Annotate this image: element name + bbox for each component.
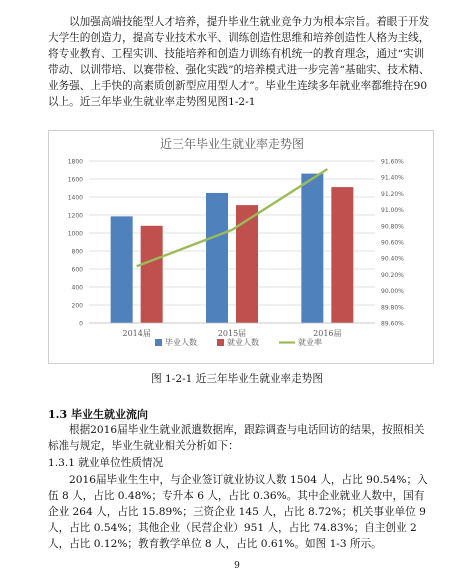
- y-left-tick-label: 1800: [67, 158, 83, 166]
- y-right-tick-label: 90.20%: [381, 271, 404, 279]
- page-number: 9: [234, 561, 240, 571]
- intro-paragraph: 以加强高端技能型人才培养，提升毕业生就业竞争力为根本宗旨。着眼于开发大学生的创造力，提高专业技术水平、训练创造性思维和培养创造性人格为主线，将专业教育、工程实训、技能培养和创造力训练有机统一的教育理念，通过“实训带动、以训带培、以赛带检、强化实践”的培养模式进一步完善“基础实、技术精、业务强、上手快的高素质创新型应用型人才”。毕业生连续多年就业率都维持在90以上。近三年毕业生就业率走势图见图1-2-1: [48, 16, 430, 108]
- chart-title: 近三年毕业生就业率走势图: [159, 137, 305, 151]
- y-left-tick-label: 800: [71, 248, 83, 256]
- y-left-tick-label: 400: [71, 284, 83, 292]
- x-tick-label: 2014届: [122, 329, 151, 338]
- x-tick-label: 2015届: [217, 329, 247, 338]
- y-left-tick-label: 600: [71, 266, 83, 274]
- bar: [236, 205, 258, 323]
- y-right-tick-label: 91.20%: [381, 190, 404, 198]
- y-right-tick-label: 90.00%: [381, 288, 404, 296]
- bar: [141, 226, 163, 323]
- chart-container: [48, 130, 434, 364]
- legend-label: 就业人数: [227, 338, 259, 347]
- bar: [331, 187, 353, 323]
- legend-label: 就业率: [298, 338, 322, 347]
- section-heading: 1.3 毕业生就业流向: [48, 408, 148, 421]
- subsection-heading: 1.3.1 就业单位性质情况: [48, 457, 164, 469]
- y-left-tick-label: 0: [79, 320, 83, 328]
- y-right-tick-label: 90.80%: [381, 223, 404, 231]
- y-right-tick-label: 90.60%: [381, 239, 404, 247]
- legend-swatch: [217, 339, 224, 346]
- y-right-tick-label: 90.40%: [381, 255, 404, 263]
- legend-swatch: [155, 339, 162, 346]
- legend-label: 毕业人数: [165, 338, 197, 347]
- subsection-paragraph: 2016届毕业生生中，与企业签订就业协议人数 1504 人，占比 90.54%；入伍 8 人，占比 0.48%；专升本 6 人，占比 0.36%。其中企业就业人数中，国有企业 264 人，占比 15.89%；三资企业 145 人，占比 8.72%；机关事业单位 9 人，占比 0.54%；其他企业（民营企业）951 人，占比 74.83%；自主创业 2 人，占比 0.12%；教育教学单位 8 人，占比 0.61%。如图 1-3 所示。: [48, 474, 428, 550]
- y-left-tick-label: 1200: [67, 212, 83, 220]
- bar: [301, 174, 323, 323]
- y-left-tick-label: 200: [71, 302, 83, 310]
- y-right-tick-label: 91.00%: [381, 207, 404, 215]
- y-left-tick-label: 1400: [67, 194, 83, 202]
- y-left-tick-label: 1600: [67, 176, 83, 184]
- bar: [111, 216, 133, 323]
- y-right-tick-label: 89.60%: [381, 320, 404, 328]
- y-right-tick-label: 89.80%: [381, 304, 404, 312]
- section-paragraph: 根据2016届毕业生就业派遣数据库，跟踪调查与电话回访的结果，按照相关标准与规定，毕业生就业相关分析如下：: [48, 424, 425, 452]
- y-left-tick-label: 1000: [67, 230, 83, 238]
- employment-rate-chart: [49, 131, 433, 363]
- line-series: [137, 169, 328, 266]
- y-right-tick-label: 91.40%: [381, 174, 404, 182]
- y-right-tick-label: 91.60%: [381, 158, 404, 166]
- x-tick-label: 2016届: [313, 329, 342, 338]
- figure-caption: 图 1-2-1 近三年毕业生就业率走势图: [151, 373, 323, 385]
- bar: [206, 193, 228, 323]
